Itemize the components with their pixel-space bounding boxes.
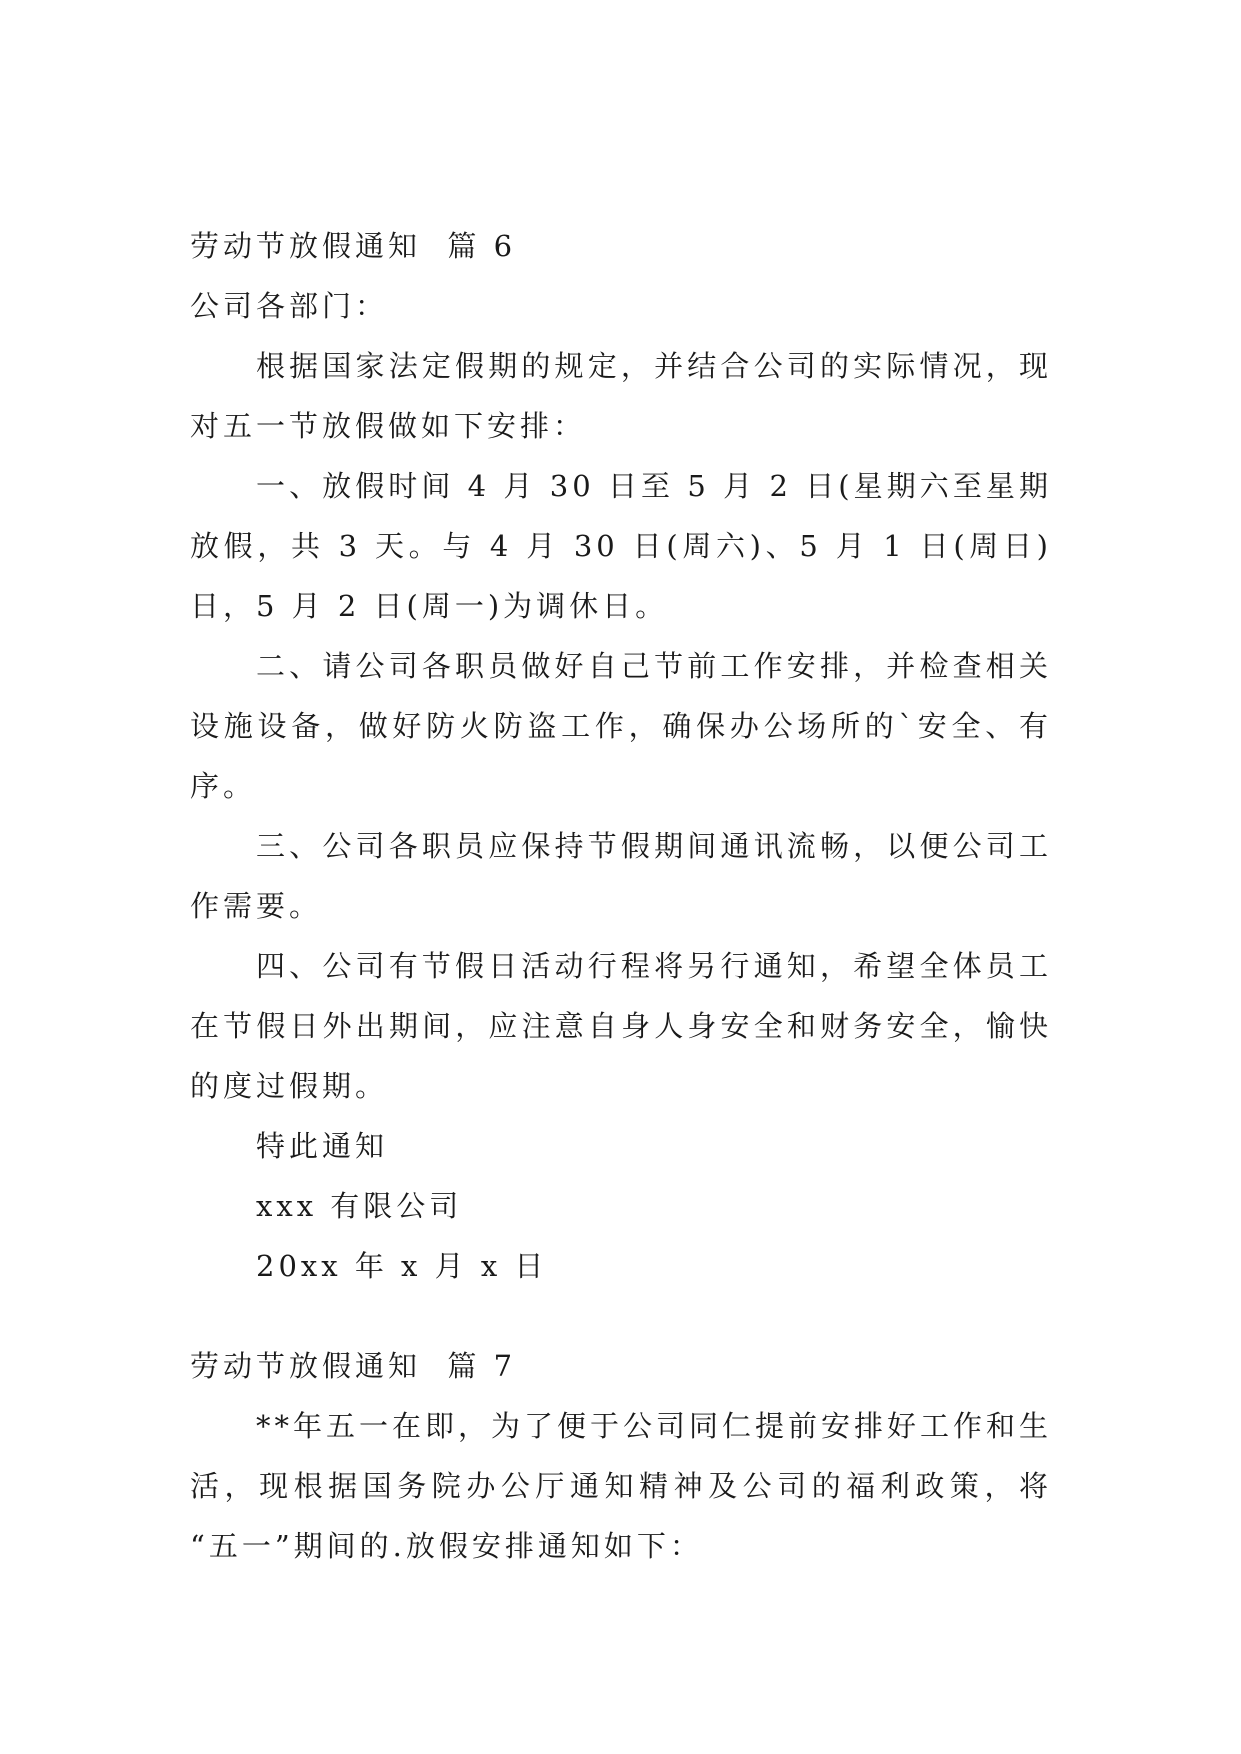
section-7-paragraph-line: “五一”期间的.放假安排通知如下： — [190, 1529, 703, 1563]
section-6-company: xxx 有限公司 — [256, 1189, 463, 1223]
section-6-item-3-line: 作需要。 — [190, 889, 323, 923]
section-6-item-2-line: 二、请公司各职员做好自己节前工作安排，并检查相关 — [256, 649, 1052, 683]
section-7-paragraph-line: **年五一在即，为了便于公司同仁提前安排好工作和生 — [256, 1409, 1052, 1443]
section-6-item-3-line: 三、公司各职员应保持节假期间通讯流畅，以便公司工 — [256, 829, 1052, 863]
section-6-item-1-line: 一、放假时间 4 月 30 日至 5 月 2 日(星期六至星期 — [256, 469, 1052, 503]
section-6-paragraph-line: 根据国家法定假期的规定，并结合公司的实际情况，现 — [256, 349, 1052, 383]
section-6-item-2-line: 序。 — [190, 769, 257, 803]
section-7-paragraph-line: 活，现根据国务院办公厅通知精神及公司的福利政策，将 — [190, 1469, 1052, 1503]
section-6-paragraph-line: 对五一节放假做如下安排： — [190, 409, 587, 443]
section-6-date: 20xx 年 x 月 x 日 — [256, 1249, 548, 1283]
section-6-closing: 特此通知 — [256, 1129, 389, 1163]
section-6-item-4-line: 四、公司有节假日活动行程将另行通知，希望全体员工 — [256, 949, 1052, 983]
section-6-item-4-line: 在节假日外出期间，应注意自身人身安全和财务安全，愉快 — [190, 1009, 1052, 1043]
section-6-title: 劳动节放假通知 篇 6 — [190, 229, 517, 263]
section-7-title: 劳动节放假通知 篇 7 — [190, 1349, 517, 1383]
section-6-item-2-line: 设施设备，做好防火防盗工作，确保办公场所的`安全、有 — [190, 709, 1052, 743]
section-6-salutation: 公司各部门： — [190, 289, 389, 323]
section-6-item-4-line: 的度过假期。 — [190, 1069, 389, 1103]
section-6-item-1-line: 日，5 月 2 日(周一)为调休日。 — [190, 589, 669, 623]
section-6-item-1-line: 放假，共 3 天。与 4 月 30 日(周六)、5 月 1 日(周日) — [190, 529, 1052, 563]
